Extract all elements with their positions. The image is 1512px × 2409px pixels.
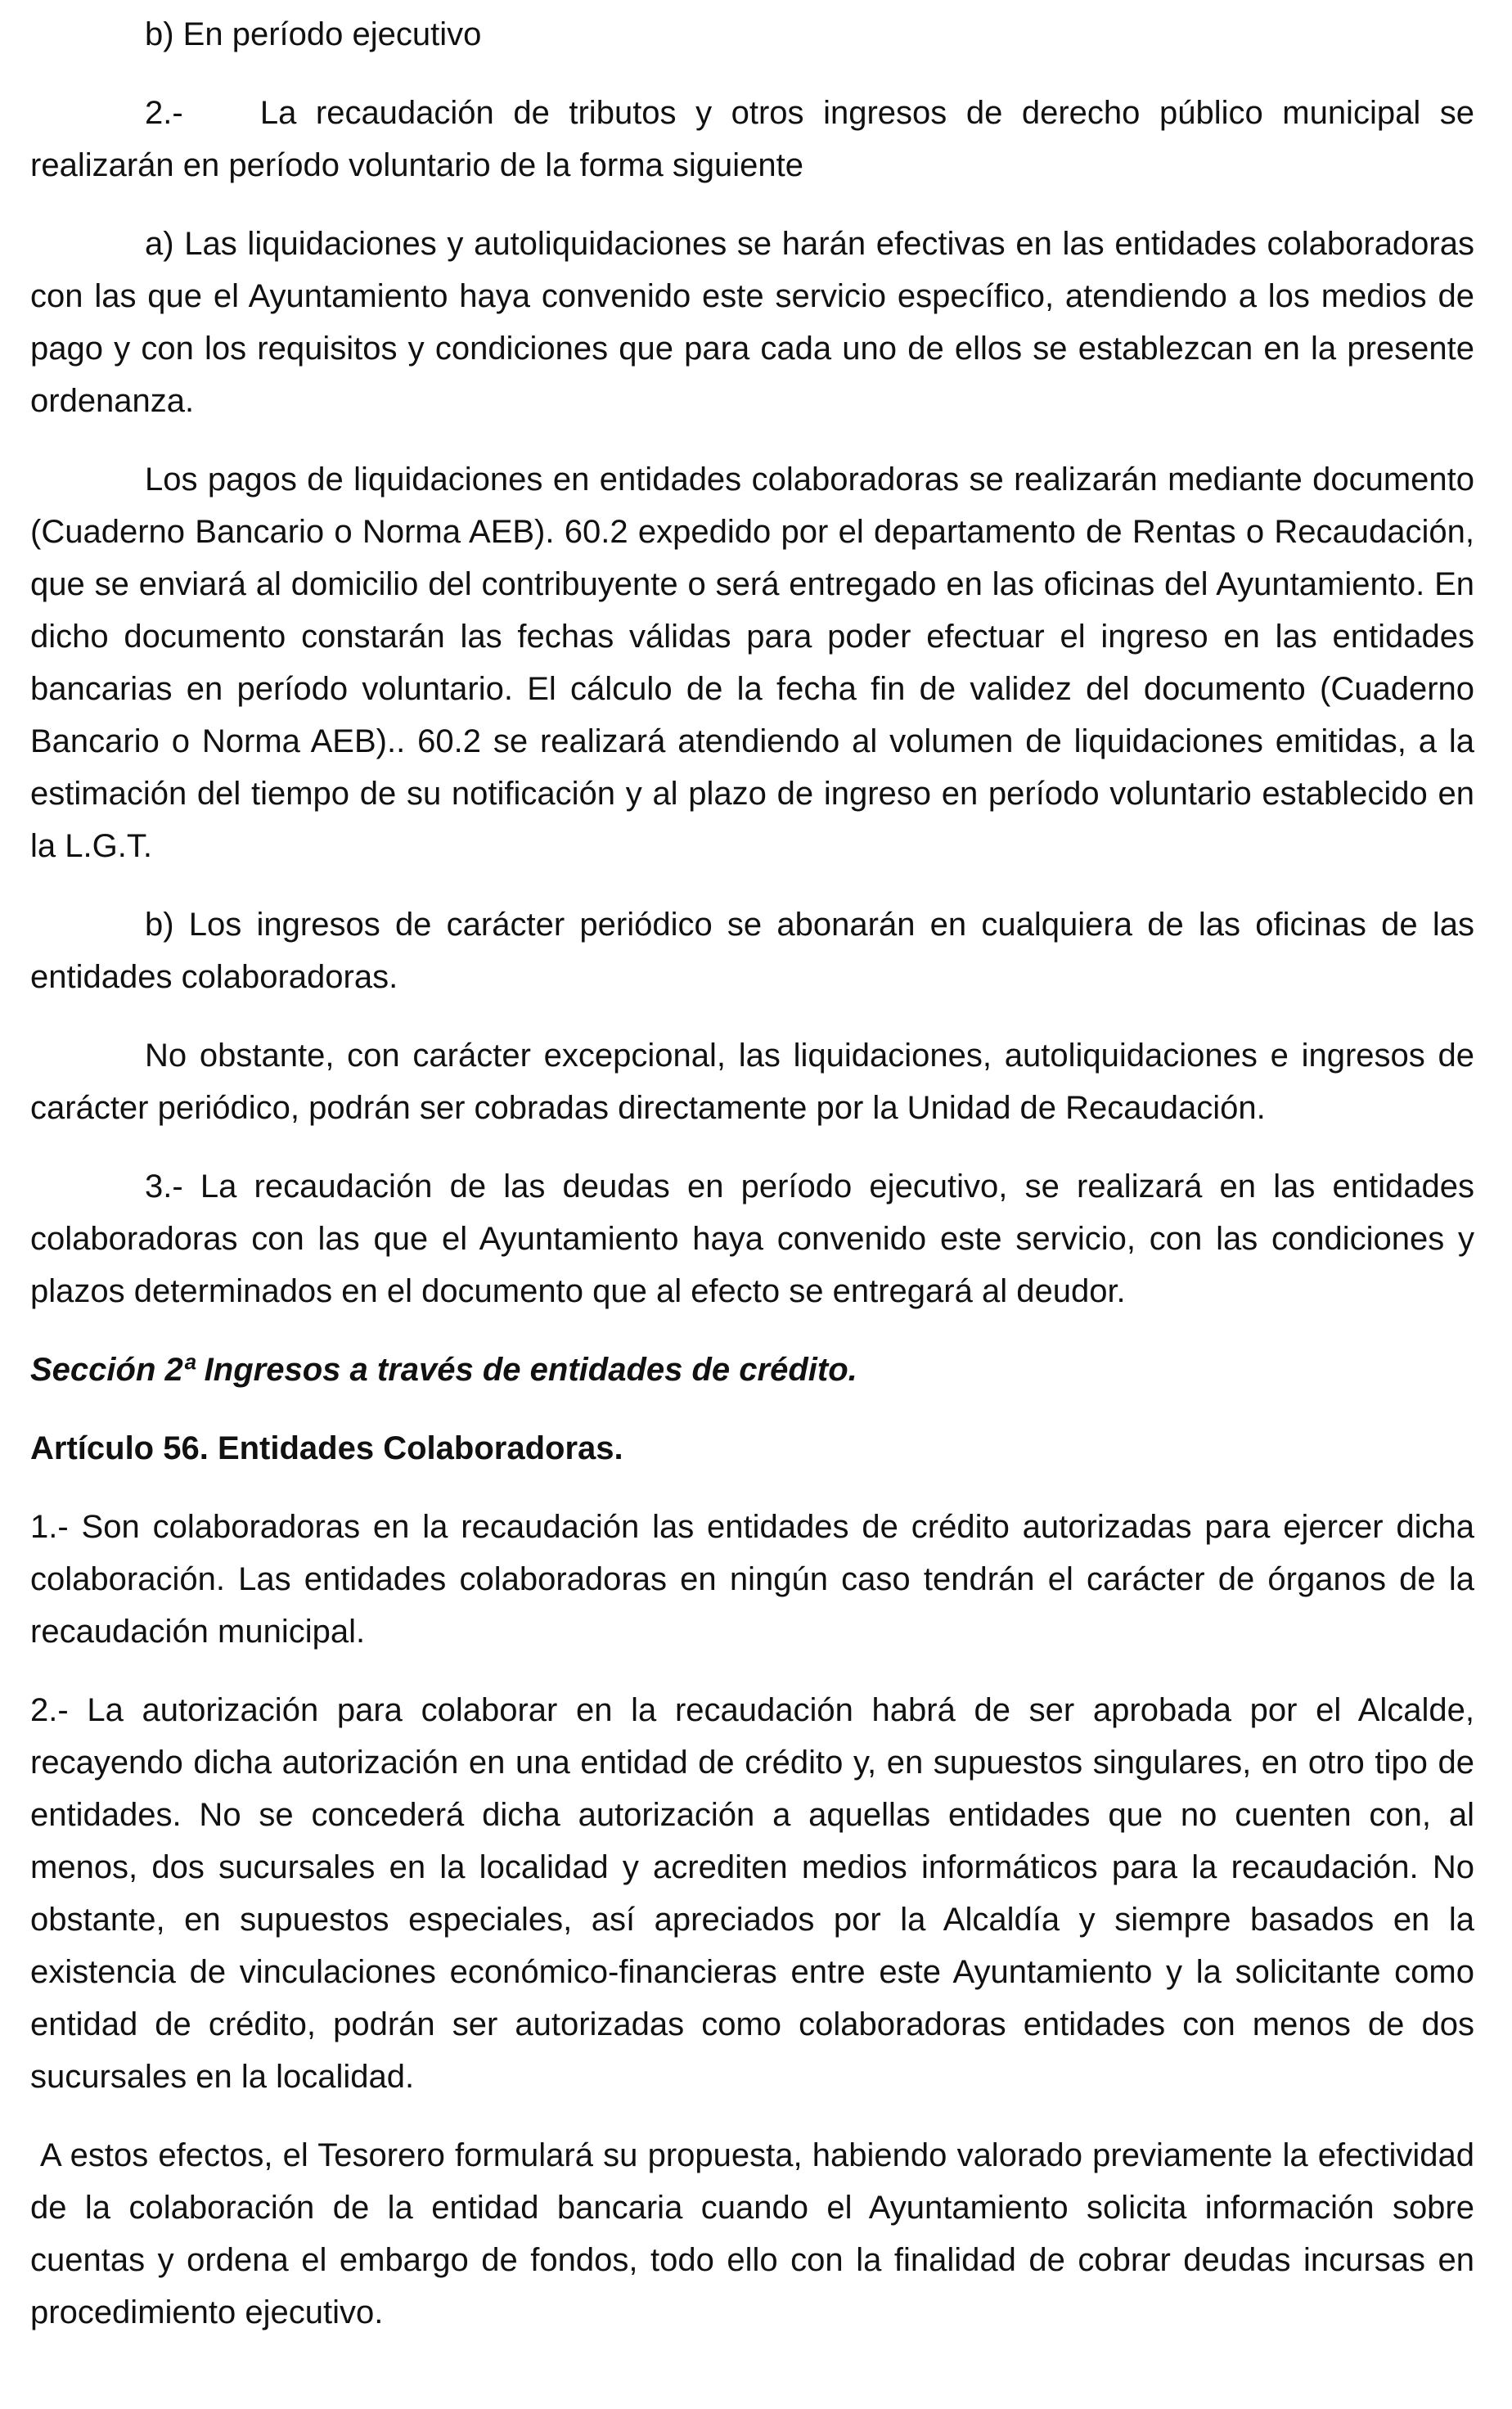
line-b-periodo-ejecutivo: b) En período ejecutivo [145, 16, 482, 52]
paragraph-2b: b) Los ingresos de carácter periódico se abonarán en cualquiera de las oficinas de las entidades colaboradoras. [30, 907, 1474, 995]
paragraph-3: 3.- La recaudación de las deudas en período ejecutivo, se realizará en las entidades colaboradoras con las que el Ayuntamiento haya convenido este servicio, con las condiciones y plazos determinados en el documento que al efecto se entregará al deudor. [30, 1168, 1474, 1309]
paragraph-2: 2.- La recaudación de tributos y otros ingresos de derecho público municipal se realizarán en período voluntario de la forma siguiente [30, 95, 1474, 183]
paragraph-pagos: Los pagos de liquidaciones en entidades colaboradoras se realizarán mediante documento (Cuaderno Bancario o Norma AEB). 60.2 expedido por el departamento de Rentas o Recaudación, que se enviará al domicilio del contribuyente o será entregado en las oficinas del Ayuntamiento. En dicho documento constarán las fechas válidas para poder efectuar el ingreso en las entidades bancarias en período voluntario. El cálculo de la fecha fin de validez del documento (Cuaderno Bancario o Norma AEB).. 60.2 se realizará atendiendo al volumen de liquidaciones emitidas, a la estimación del tiempo de su notificación y al plazo de ingreso en período voluntario establecido en la L.G.T. [30, 462, 1474, 864]
article-heading: Artículo 56. Entidades Colaboradoras. [30, 1430, 623, 1466]
article-paragraph-efectos: A estos efectos, el Tesorero formulará su propuesta, habiendo valorado previamente la efectividad de la colaboración de la entidad bancaria cuando el Ayuntamiento solicita información sobre cuentas y ordena el embargo de fondos, todo ello con la finalidad de cobrar deudas incursas en procedimiento ejecutivo. [30, 2137, 1474, 2330]
document-page [30, 8, 1474, 2365]
paragraph-2a: a) Las liquidaciones y autoliquidaciones se harán efectivas en las entidades colaboradoras con las que el Ayuntamiento haya convenido este servicio específico, atendiendo a los medios de pago y con los requisitos y condiciones que para cada uno de ellos se establezcan en la presente ordenanza. [30, 226, 1474, 419]
article-paragraph-2: 2.- La autorización para colaborar en la recaudación habrá de ser aprobada por el Alcalde, recayendo dicha autorización en una entidad de crédito y, en supuestos singulares, en otro tipo de entidades. No se concederá dicha autorización a aquellas entidades que no cuenten con, al menos, dos sucursales en la localidad y acrediten medios informáticos para la recaudación. No obstante, en supuestos especiales, así apreciados por la Alcaldía y siempre basados en la existencia de vinculaciones económico-financieras entre este Ayuntamiento y la solicitante como entidad de crédito, podrán ser autorizadas como colaboradoras entidades con menos de dos sucursales en la localidad. [30, 1692, 1474, 2095]
article-paragraph-1: 1.- Son colaboradoras en la recaudación las entidades de crédito autorizadas para ejercer dicha colaboración. Las entidades colaboradoras en ningún caso tendrán el carácter de órganos de la recaudación municipal. [30, 1509, 1474, 1650]
paragraph-no-obstante: No obstante, con carácter excepcional, las liquidaciones, autoliquidaciones e ingresos de carácter periódico, podrán ser cobradas directamente por la Unidad de Recaudación. [30, 1038, 1474, 1126]
section-heading: Sección 2ª Ingresos a través de entidades de crédito. [30, 1352, 857, 1388]
